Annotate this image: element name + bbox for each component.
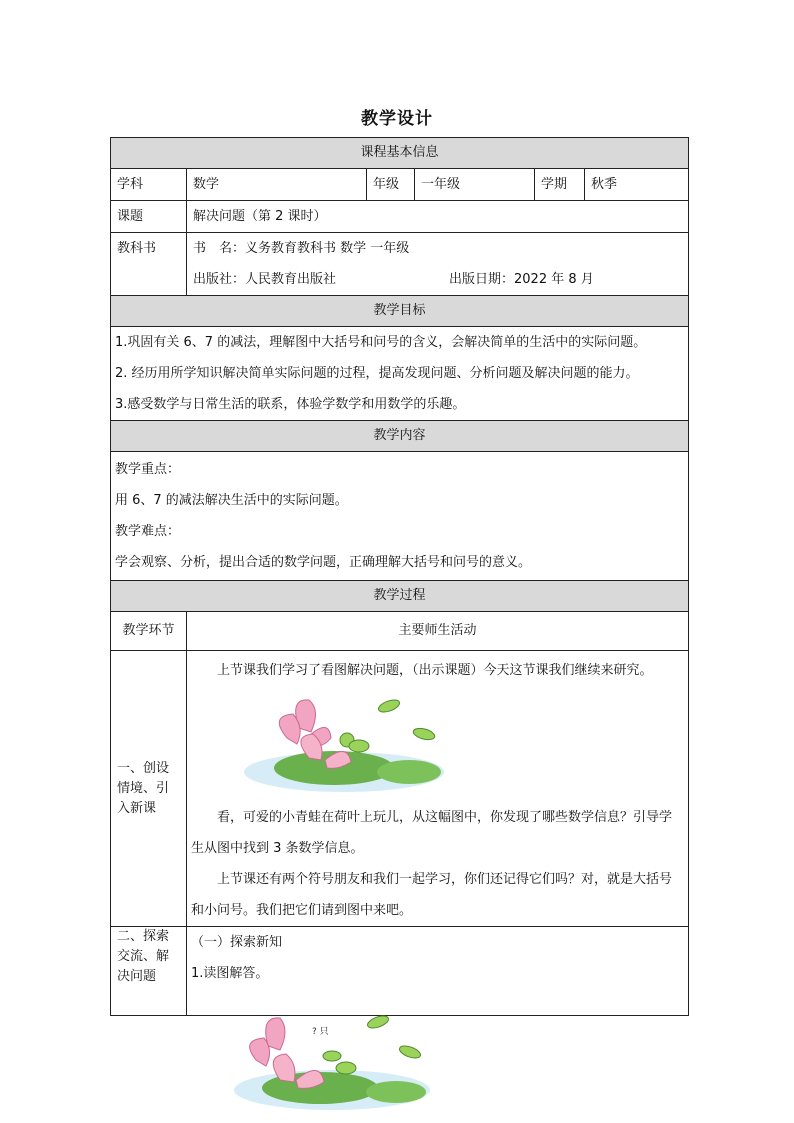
- grade-label: 年级: [367, 169, 415, 201]
- topic-label: 课题: [111, 201, 187, 233]
- subject-value: 数学: [187, 169, 367, 201]
- key-point-label: 教学重点：: [115, 462, 181, 477]
- lotus-frog-question-illustration: [228, 1010, 440, 1114]
- objectives-header: 教学目标: [111, 296, 689, 327]
- lesson-plan-table: [110, 137, 689, 1016]
- document-title: 教学设计: [361, 109, 433, 129]
- term-label: 学期: [535, 169, 585, 201]
- key-point: 用 6、7 的减法解决生活中的实际问题。: [115, 493, 348, 508]
- difficulty-label: 教学难点：: [115, 524, 181, 539]
- book-name: 书 名：义务教育教科书 数学 一年级: [193, 240, 410, 256]
- stage-1-intro: 上节课我们学习了看图解决问题，（出示课题）今天这节课我们继续来研究。: [217, 663, 653, 678]
- stage-1-symbols: 上节课还有两个符号朋友和我们一起学习，你们还记得它们吗？对，就是大括号和小问号。我们把它们请到图中来吧。: [191, 872, 673, 918]
- content-header: 教学内容: [111, 421, 689, 452]
- textbook-label: 教科书: [117, 240, 157, 256]
- basic-info-header: 课程基本信息: [111, 138, 689, 169]
- term-value: 秋季: [585, 169, 689, 201]
- grade-value: 一年级: [415, 169, 535, 201]
- stage-2-label: 二、探索交流、解决问题: [111, 927, 187, 1016]
- process-header: 教学过程: [111, 581, 689, 612]
- objective-item-1: 1.巩固有关 6、7 的减法，理解图中大括号和问号的含义，会解决简单的生活中的实际问题。: [115, 335, 647, 350]
- publisher: 出版社：人民教育出版社: [193, 271, 337, 287]
- stage-1-label: 一、创设情境、引入新课: [111, 651, 187, 927]
- stage-column-header: 教学环节: [111, 612, 187, 651]
- stage-2-task: 1.读图解答。: [191, 966, 269, 981]
- activity-column-header: 主要师生活动: [187, 612, 689, 651]
- stage-2-section: （一）探索新知: [191, 935, 283, 950]
- subject-label: 学科: [111, 169, 187, 201]
- objective-item-3: 3.感受数学与日常生活的联系，体验学数学和用数学的乐趣。: [115, 397, 466, 412]
- objective-item-2: 2. 经历用所学知识解决简单实际问题的过程，提高发现问题、分析问题及解决问题的能力。: [115, 366, 639, 381]
- question-mark-label: ? 只: [312, 1027, 329, 1037]
- publication-date: 出版日期：2022 年 8 月: [449, 271, 594, 287]
- difficulty-point: 学会观察、分析，提出合适的数学问题，正确理解大括号和问号的意义。: [115, 555, 532, 570]
- stage-1-observe: 看，可爱的小青蛙在荷叶上玩儿，从这幅图中，你发现了哪些数学信息？引导学生从图中找到 3 条数学信息。: [191, 810, 673, 856]
- lotus-frog-illustration: [239, 688, 459, 796]
- publisher-line: [193, 264, 682, 295]
- topic-value: 解决问题（第 2 课时）: [187, 201, 689, 233]
